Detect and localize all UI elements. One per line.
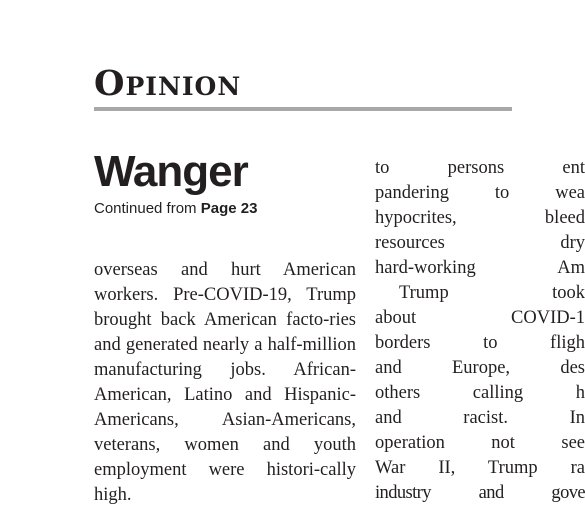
article-paragraph: overseas and hurt American workers. Pre-COVID-19, Trump brought back American facto-ries and generated nearly a half-million manufacturing jobs. African-American, Latino and Hispanic-Americans, Asian-Americans, veterans, women and youth employment were histori-cally high. xyxy=(94,260,356,505)
section-header-initial: O xyxy=(94,63,126,104)
section-rule xyxy=(94,107,512,111)
article-body-left xyxy=(94,258,356,508)
body-line: hypocrites, bleed xyxy=(375,208,585,228)
body-line: about COVID-1 xyxy=(375,308,585,328)
body-line: operation not see xyxy=(375,433,585,453)
body-line: War II, Trump ra xyxy=(375,458,585,478)
body-line: and Europe, des xyxy=(375,358,585,378)
section-header-rest: PINION xyxy=(125,72,242,101)
body-line: hard-working Am xyxy=(375,258,585,278)
body-line: pandering to wea xyxy=(375,183,585,203)
continued-prefix: Continued from xyxy=(94,200,201,217)
body-line: borders to fligh xyxy=(375,333,585,353)
body-line: industry and gove xyxy=(375,483,585,503)
article-right-column xyxy=(375,156,585,506)
article-left-column xyxy=(94,148,356,508)
body-line: Trump took xyxy=(399,283,585,303)
body-line: and racist. In xyxy=(375,408,585,428)
article-headline: Wanger xyxy=(94,147,248,196)
continued-line xyxy=(94,200,356,218)
section-header xyxy=(94,63,512,106)
continued-page-ref: Page 23 xyxy=(200,200,258,217)
body-line: to persons ent xyxy=(375,158,585,178)
body-line: others calling h xyxy=(375,383,585,403)
body-line: resources dry xyxy=(375,233,585,253)
